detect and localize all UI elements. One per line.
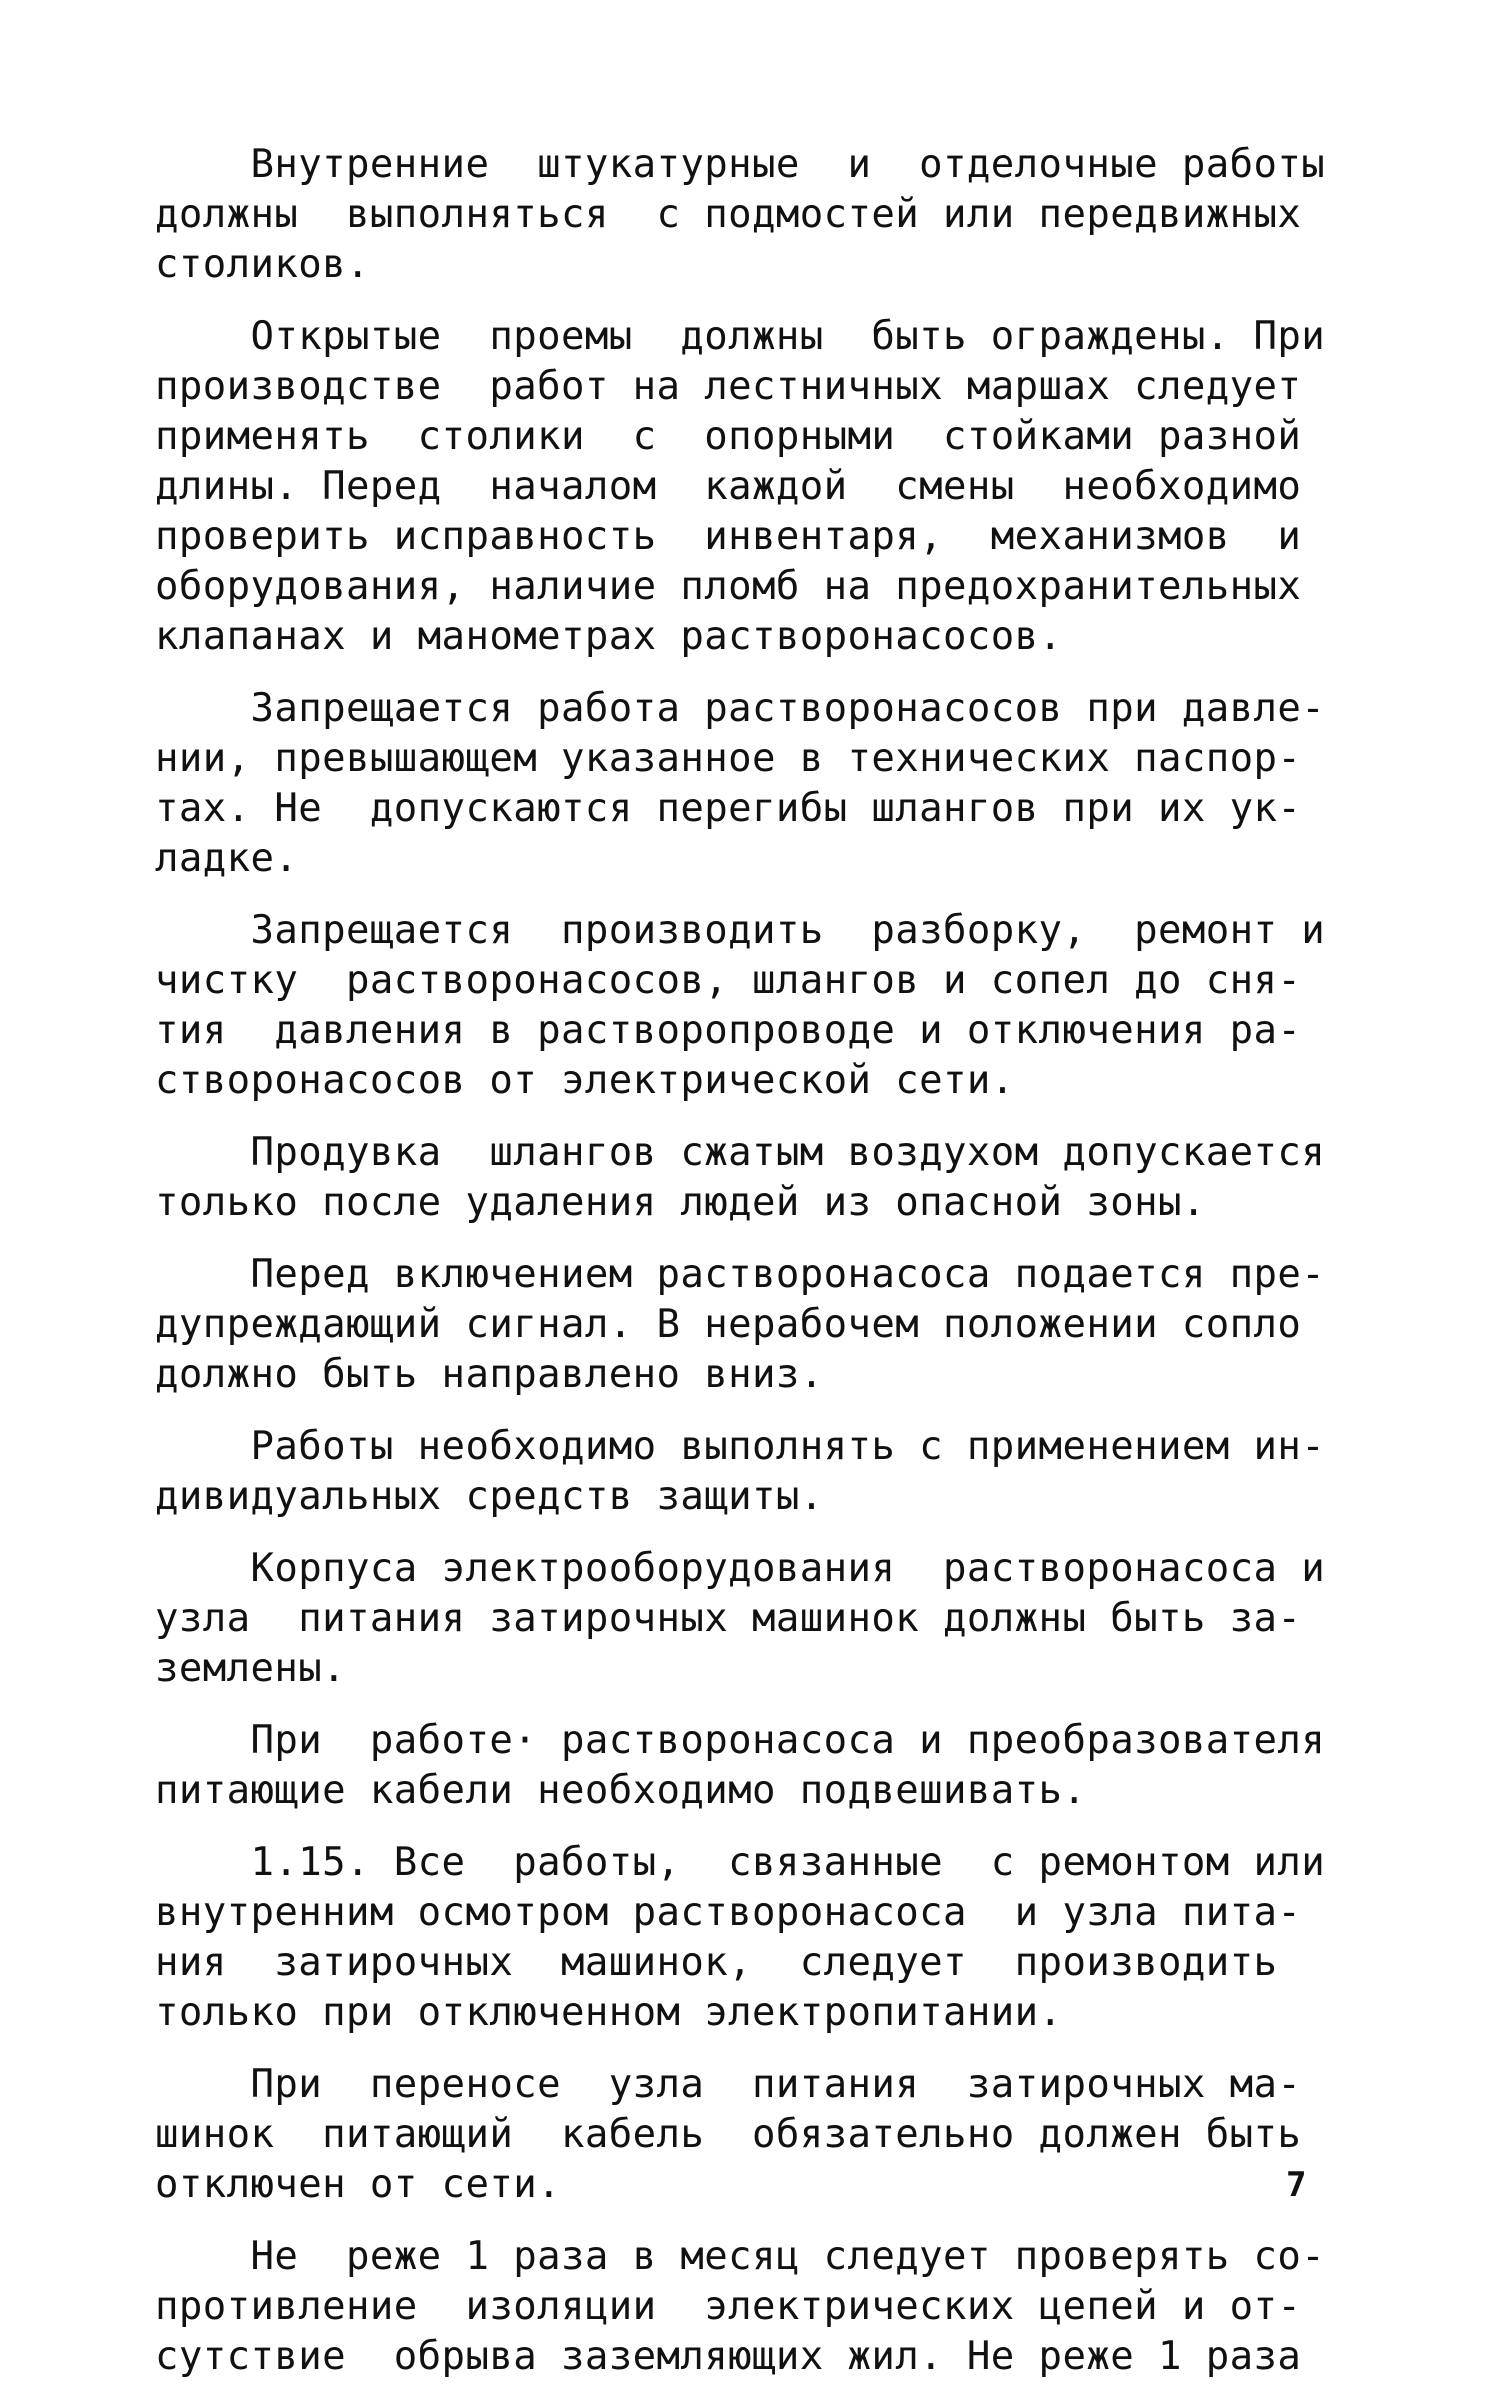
text-line: нии, превышающем указанное в технических паспор- — [155, 736, 1302, 781]
paragraph — [155, 1544, 1355, 1694]
paragraph — [155, 906, 1355, 1106]
text-line: клапанах и манометрах растворонасосов. — [155, 614, 1063, 659]
text-line: Перед включением растворонасоса подается пре- — [155, 1252, 1326, 1297]
text-line: столиков. — [155, 242, 370, 287]
text-line: тах. Не допускаются перегибы шлангов при их ук- — [155, 786, 1302, 831]
text-line: отключен от сети. — [155, 2162, 561, 2207]
text-line: проверить исправность инвентаря, механизмов и — [155, 514, 1302, 559]
text-line: ладке. — [155, 836, 299, 881]
text-line: только при отключенном электропитании. — [155, 1990, 1063, 2035]
text-line: производстве работ на лестничных маршах следует — [155, 364, 1302, 409]
text-line: применять столики с опорными стойками разной — [155, 414, 1302, 459]
text-line: Внутренние штукатурные и отделочные работы — [155, 142, 1326, 187]
text-line: должны выполняться с подмостей или передвижных — [155, 192, 1302, 237]
text-line: Работы необходимо выполнять с применением ин- — [155, 1424, 1326, 1469]
text-line: тия давления в растворопроводе и отключения ра- — [155, 1008, 1302, 1053]
text-line: дупреждающий сигнал. В нерабочем положении сопло — [155, 1302, 1302, 1347]
text-line: узла питания затирочных машинок должны быть за- — [155, 1596, 1302, 1641]
text-line: длины. Перед началом каждой смены необходимо — [155, 464, 1302, 509]
text-line: При работе· растворонасоса и преобразователя — [155, 1718, 1326, 1763]
text-line: 1.15. Все работы, связанные с ремонтом или — [155, 1840, 1326, 1885]
text-line: внутренним осмотром растворонасоса и узла пита- — [155, 1890, 1302, 1935]
text-line: оборудования, наличие пломб на предохранительных — [155, 564, 1302, 609]
paragraph — [155, 140, 1355, 290]
text-line: При переносе узла питания затирочных ма- — [155, 2062, 1302, 2107]
text-line: Не реже 1 раза в месяц следует проверять со- — [155, 2234, 1326, 2279]
paragraph — [155, 1838, 1355, 2038]
text-line: противление изоляции электрических цепей и от- — [155, 2284, 1302, 2329]
text-line: сутствие обрыва заземляющих жил. Не реже 1 раза — [155, 2334, 1302, 2379]
paragraph — [155, 2060, 1355, 2210]
paragraph — [155, 2232, 1355, 2382]
text-line: Открытые проемы должны быть ограждены. При — [155, 314, 1326, 359]
paragraph — [155, 312, 1355, 662]
paragraph — [155, 1250, 1355, 1400]
text-line: землены. — [155, 1646, 347, 1691]
paragraph — [155, 1422, 1355, 1522]
text-line: чистку растворонасосов, шлангов и сопел до сня- — [155, 958, 1302, 1003]
text-line: Продувка шлангов сжатым воздухом допускается — [155, 1130, 1326, 1175]
text-line: створонасосов от электрической сети. — [155, 1058, 1015, 1103]
text-line: только после удаления людей из опасной зоны. — [155, 1180, 1206, 1225]
paragraph — [155, 1716, 1355, 1816]
text-line: дивидуальных средств защиты. — [155, 1474, 824, 1519]
text-line: питающие кабели необходимо подвешивать. — [155, 1768, 1087, 1813]
text-line: должно быть направлено вниз. — [155, 1352, 824, 1397]
body-text — [155, 140, 1355, 2404]
paragraph — [155, 684, 1355, 884]
text-line: шинок питающий кабель обязательно должен быть — [155, 2112, 1302, 2157]
text-line: Запрещается производить разборку, ремонт и — [155, 908, 1326, 953]
text-line: Корпуса электрооборудования растворонасоса и — [155, 1546, 1326, 1591]
text-line: ния затирочных машинок, следует производить — [155, 1940, 1278, 1985]
text-line: Запрещается работа растворонасосов при давле- — [155, 686, 1326, 731]
paragraph — [155, 1128, 1355, 1228]
page-number: 7 — [1286, 2165, 1307, 2205]
